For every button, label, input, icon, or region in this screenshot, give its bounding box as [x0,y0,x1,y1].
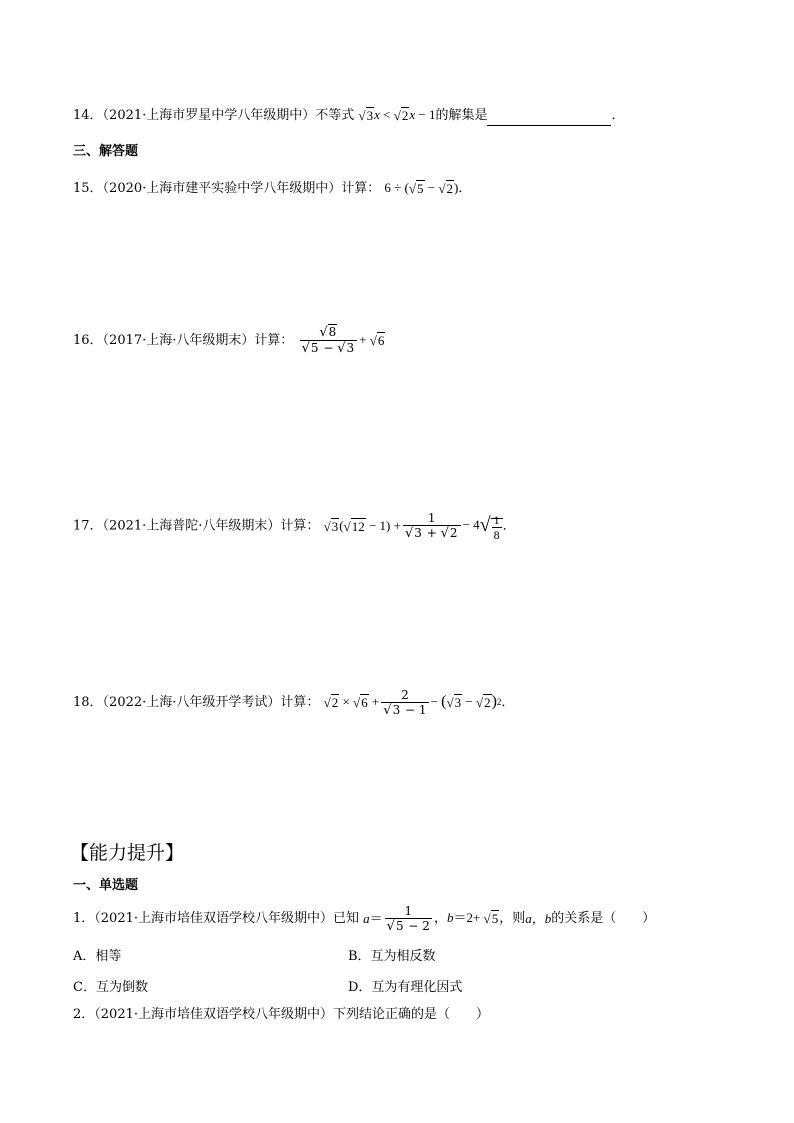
question-source: （2017·上海·八年级期末） [102,333,255,349]
ability-heading: 【能力提升】 [70,842,185,864]
answer-blank[interactable] [487,111,611,126]
option-c[interactable]: C．互为倒数 [73,980,148,995]
question-text: 下列结论正确的是（ ） [333,1007,490,1022]
expression: √2 × √6 + [323,694,380,711]
problem-2 [73,1005,489,1025]
question-number: 14． [73,108,103,124]
question-source: （2021·上海市培佳双语学校八年级期中） [94,911,333,927]
question-number: 17． [73,518,103,534]
question-text: 计算： [280,518,320,534]
expression: √3(√12 − 1) + [323,517,401,534]
question-number: 18． [73,695,103,711]
section-heading-single-choice: 一、单选题 [73,878,139,893]
question-16: 16．（2017·上海·八年级期末）计算： $\frac{√8}{√5 - √3}$ + √6 [73,325,385,357]
question-source: （2020·上海市建平实验中学八年级期中） [102,181,342,197]
section-heading-answers: 三、解答题 [73,144,139,159]
question-15: 15．（2020·上海市建平实验中学八年级期中）计算： 6 ÷ (√5 − √2)． [73,178,471,199]
question-text: 计算： [280,695,320,711]
question-18: 18．（2022·上海·八年级开学考试）计算： √2 × √6 + $\frac{2}{√3 - 1}$ − $(√3 - √2)^2$． [73,682,514,723]
option-a[interactable]: A．相等 [73,949,122,964]
expression: 6 ÷ (√5 − √2) [384,180,459,197]
question-source: （2021·上海普陀·八年级期末） [102,518,281,534]
question-text: 不等式 [315,108,355,124]
question-text: 已知 [333,911,360,927]
question-14: 14．（2021·上海市罗星中学八年级期中）不等式 √3x < √2x − 1的解集是 ． [73,105,624,126]
question-suffix: 的解集是 [435,108,488,124]
question-source: （2022·上海·八年级开学考试） [102,695,281,711]
question-source: （2021·上海市培佳双语学校八年级期中） [94,1007,333,1022]
question-17: 17．（2021·上海普陀·八年级期末）计算： √3(√12 − 1) + $\frac{1}{√3 + √2}$ − 4√ $\frac{1}{8}$ ． [73,505,516,547]
fraction: $\frac{√8}{√5 - √3}$ [300,325,358,356]
question-number: 15． [73,181,103,197]
inequality-expression: √3x < √2x − 1 [358,107,436,124]
question-number: 1． [73,911,95,927]
question-number: 2． [73,1007,95,1022]
question-number: 16． [73,333,103,349]
question-source: （2021·上海市罗星中学八年级期中） [102,108,316,124]
problem-1: 1．（2021·上海市培佳双语学校八年级期中）已知 a＝ $\frac{1}{√5 - 2}$ ，b＝2+ √5，则a，b的关系是（ ） [73,903,656,934]
option-d[interactable]: D．互为有理化因式 [348,980,463,995]
option-b[interactable]: B．互为相反数 [348,949,436,964]
question-text: 计算： [341,181,381,197]
question-text: 计算： [254,333,294,349]
